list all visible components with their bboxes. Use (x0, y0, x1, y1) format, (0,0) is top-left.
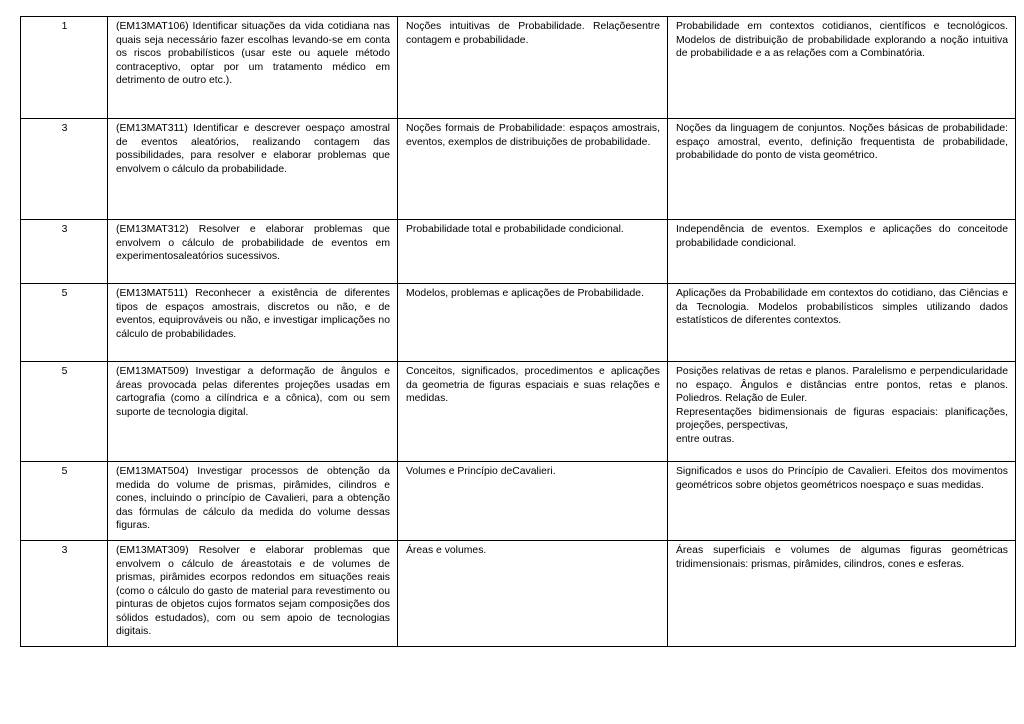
knowledge-object-cell: Probabilidade total e probabilidade condicional. (398, 220, 668, 284)
order-cell: 3 (21, 541, 108, 647)
content-line: Posições relativas de retas e planos. Paralelismo e perpendicularidade no espaço. Ângulos e distâncias entre pontos, retas e planos. Poliedros. Relação de Euler. (676, 366, 1008, 404)
table-row (21, 362, 1016, 462)
skill-cell: (EM13MAT504) Investigar processos de obtenção da medida do volume de prismas, pirâmides, cilindros e cones, incluindo o princípio de Cavalieri, para a obtenção das fórmulas de cálculo da medida do volume dessas figuras. (108, 462, 398, 541)
skill-cell: (EM13MAT511) Reconhecer a existência de diferentes tipos de espaços amostrais, discretos ou não, e de eventos, equiprováveis ou não, e investigar implicações no cálculo de probabilidades. (108, 284, 398, 362)
content-cell: Independência de eventos. Exemplos e aplicações do conceitode probabilidade condicional. (668, 220, 1016, 284)
table-row (21, 284, 1016, 362)
table-row (21, 220, 1016, 284)
content-cell: Aplicações da Probabilidade em contextos do cotidiano, das Ciências e da Tecnologia. Modelos probabilísticos simples utilizando dados estatísticos de diferentes contextos. (668, 284, 1016, 362)
content-cell: Áreas superficiais e volumes de algumas figuras geométricas tridimensionais: prismas, pirâmides, cilindros, cones e esferas. (668, 541, 1016, 647)
content-line: Representações bidimensionais de figuras espaciais: planificações, projeções, perspectivas, (676, 406, 1008, 431)
order-cell: 3 (21, 220, 108, 284)
skill-cell: (EM13MAT311) Identificar e descrever oespaço amostral de eventos aleatórios, realizando contagem das possibilidades, para resolver e elaborar problemas que envolvem o cálculo da probabilidade. (108, 119, 398, 220)
knowledge-object-cell: Noções formais de Probabilidade: espaços amostrais, eventos, exemplos de distribuições de probabilidade. (398, 119, 668, 220)
knowledge-object-cell: Volumes e Princípio deCavalieri. (398, 462, 668, 541)
table-row (21, 541, 1016, 647)
knowledge-object-cell: Conceitos, significados, procedimentos e aplicações da geometria de figuras espaciais e suas relações e medidas. (398, 362, 668, 462)
table-row (21, 17, 1016, 119)
knowledge-object-cell: Áreas e volumes. (398, 541, 668, 647)
content-cell (668, 362, 1016, 462)
order-cell: 5 (21, 284, 108, 362)
skill-cell: (EM13MAT509) Investigar a deformação de ângulos e áreas provocada pelas diferentes projeções usadas em cartografia (como a cilíndrica e a cônica), com ou sem suporte de tecnologia digital. (108, 362, 398, 462)
order-cell: 3 (21, 119, 108, 220)
knowledge-object-cell: Modelos, problemas e aplicações de Probabilidade. (398, 284, 668, 362)
skill-cell: (EM13MAT106) Identificar situações da vida cotidiana nas quais seja necessário fazer escolhas levando-se em conta os riscos probabilísticos (usar este ou aquele método contraceptivo, optar por um tratamento médico em detrimento de outro etc.). (108, 17, 398, 119)
content-line: entre outras. (676, 433, 735, 445)
table-row (21, 462, 1016, 541)
knowledge-object-cell: Noções intuitivas de Probabilidade. Relaçõesentre contagem e probabilidade. (398, 17, 668, 119)
skill-cell: (EM13MAT312) Resolver e elaborar problemas que envolvem o cálculo de probabilidade de eventos em experimentosaleatórios sucessivos. (108, 220, 398, 284)
table-row (21, 119, 1016, 220)
order-cell: 5 (21, 462, 108, 541)
curriculum-table (20, 16, 1016, 647)
content-cell: Probabilidade em contextos cotidianos, científicos e tecnológicos. Modelos de distribuição de probabilidade explorando a noção intuitiva de probabilidade e a as relações com a Combinatória. (668, 17, 1016, 119)
order-cell: 5 (21, 362, 108, 462)
content-cell: Noções da linguagem de conjuntos. Noções básicas de probabilidade: espaço amostral, evento, definição frequentista de probabilidade, probabilidade do ponto de vista geométrico. (668, 119, 1016, 220)
content-cell: Significados e usos do Princípio de Cavalieri. Efeitos dos movimentos geométricos sobre objetos geométricos noespaço e suas medidas. (668, 462, 1016, 541)
skill-cell: (EM13MAT309) Resolver e elaborar problemas que envolvem o cálculo de áreastotais e de volumes de prismas, pirâmides ecorpos redondos em situações reais (como o cálculo do gasto de material para revestimento ou pinturas de objetos cujos formatos sejam composições dos sólidos estudados), com ou sem apoio de tecnologias digitais. (108, 541, 398, 647)
order-cell: 1 (21, 17, 108, 119)
